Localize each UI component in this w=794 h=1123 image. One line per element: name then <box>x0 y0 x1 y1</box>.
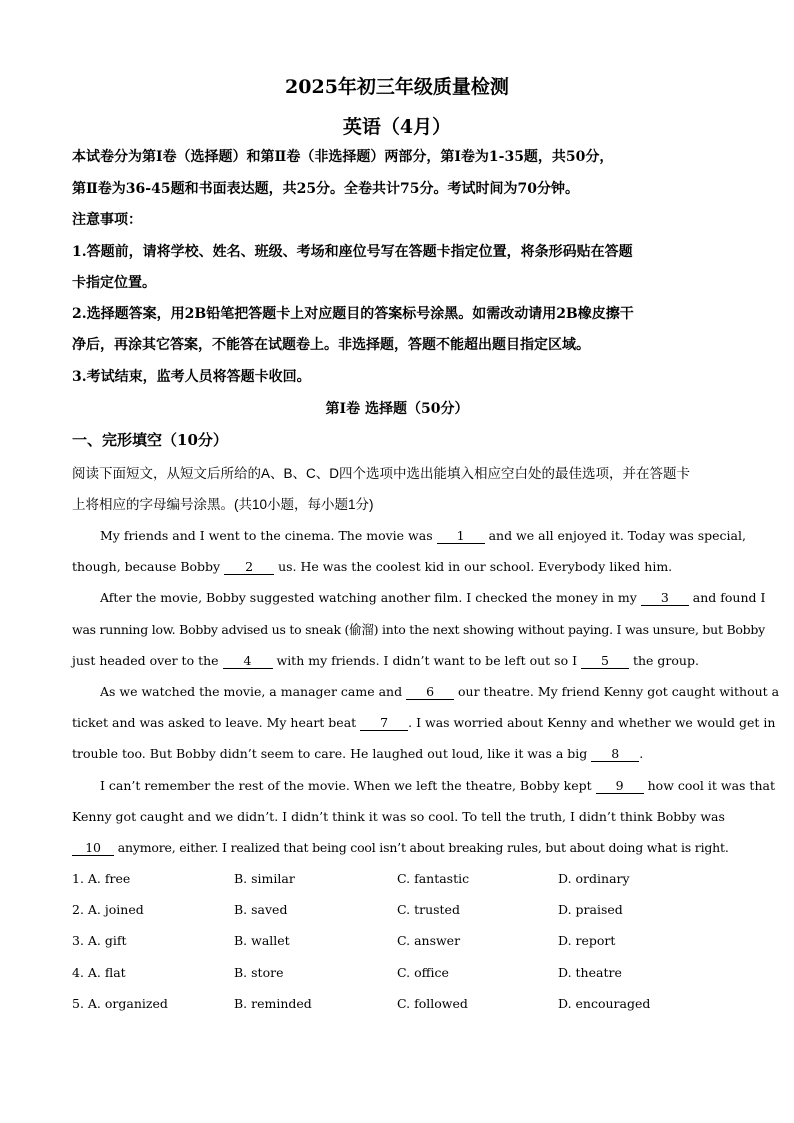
option-d: D. report <box>558 933 616 948</box>
option-c: C. trusted <box>397 902 460 917</box>
blank-2: 2 <box>224 560 274 575</box>
passage-text: As we watched the movie, a manager came and <box>100 684 407 699</box>
note-1-line-1: 1.答题前，请将学校、姓名、班级、考场和座位号写在答题卡指定位置，将条形码贴在答题 <box>72 244 633 260</box>
passage-text: . I was worried about Kenny and whether we would get in <box>408 715 776 730</box>
passage-text: After the movie, Bobby suggested watching another film. I checked the money in my <box>100 590 641 605</box>
note-2-line-1: 2.选择题答案，用2B铅笔把答题卡上对应题目的答案标号涂黑。如需改动请用2B橡皮擦干 <box>72 306 634 322</box>
passage-line <box>72 676 780 707</box>
passage-text: was running low. Bobby advised us to sneak (偷溜) into the next showing without paying. I was unsure, but Bobby <box>72 622 765 637</box>
passage-text: though, because Bobby <box>72 559 225 574</box>
passage-text: ticket and was asked to leave. My heart beat <box>72 715 361 730</box>
intro-line-1: 本试卷分为第Ⅰ卷（选择题）和第Ⅱ卷（非选择题）两部分，第Ⅰ卷为1-35题，共50分， <box>72 149 614 165</box>
option-b: B. similar <box>234 871 295 886</box>
option-c: C. office <box>397 965 449 980</box>
passage-text: the group. <box>628 653 699 668</box>
instruction-line-2: 上将相应的字母编号涂黑。(共10小题，每小题1分) <box>72 497 374 512</box>
exam-subtitle: 英语（4月） <box>342 116 452 138</box>
option-b: B. reminded <box>234 996 312 1011</box>
passage-line <box>72 707 776 738</box>
blank-3: 3 <box>641 591 689 606</box>
question-row <box>72 863 732 894</box>
option-c: C. answer <box>397 933 461 948</box>
option-d: D. ordinary <box>558 871 630 886</box>
exam-title: 2025年初三年级质量检测 <box>285 76 509 98</box>
passage-line <box>72 770 775 801</box>
passage-line <box>72 801 732 832</box>
notice-heading: 注意事项： <box>72 212 142 228</box>
option-b: B. store <box>234 965 284 980</box>
option-d: D. theatre <box>558 965 622 980</box>
passage-text: with my friends. I didn’t want to be left out so I <box>272 653 581 668</box>
blank-7: 7 <box>360 716 408 731</box>
blank-6: 6 <box>406 685 454 700</box>
option-d: D. encouraged <box>558 996 651 1011</box>
passage-line <box>72 738 732 769</box>
note-1-line-2: 卡指定位置。 <box>72 275 156 291</box>
blank-9: 9 <box>596 779 644 794</box>
question-row <box>72 894 732 925</box>
note-2-line-2: 净后，再涂其它答案，不能答在试题卷上。非选择题，答题不能超出题目指定区域。 <box>72 337 590 353</box>
passage-text: trouble too. But Bobby didn’t seem to care. He laughed out loud, like it was a big <box>72 746 592 761</box>
passage-text: how cool it was that <box>643 778 775 793</box>
option-a: 2. A. joined <box>72 902 144 917</box>
option-a: 5. A. organized <box>72 996 168 1011</box>
passage-text: our theatre. My friend Kenny got caught without a <box>454 684 780 699</box>
passage-line <box>72 582 766 613</box>
question-row <box>72 988 732 1019</box>
question-row <box>72 957 732 988</box>
question-row <box>72 925 732 956</box>
passage-text: My friends and I went to the cinema. The movie was <box>100 528 437 543</box>
passage-line <box>72 614 765 645</box>
passage-text: and found I <box>688 590 766 605</box>
blank-4: 4 <box>223 654 273 669</box>
part-heading: 一、完形填空（10分） <box>72 431 228 449</box>
passage-text: I can’t remember the rest of the movie. When we left the theatre, Bobby kept <box>100 778 596 793</box>
passage-line <box>72 551 732 582</box>
blank-8: 8 <box>591 747 639 762</box>
option-b: B. wallet <box>234 933 290 948</box>
passage-text: Kenny got caught and we didn’t. I didn’t think it was so cool. To tell the truth, I didn’t think Bobby was <box>72 809 725 824</box>
passage-text: and we all enjoyed it. Today was special, <box>484 528 746 543</box>
option-c: C. fantastic <box>397 871 470 886</box>
blank-1: 1 <box>437 529 485 544</box>
option-c: C. followed <box>397 996 468 1011</box>
blank-10: 10 <box>72 841 114 856</box>
passage-text: just headed over to the <box>72 653 223 668</box>
option-b: B. saved <box>234 902 288 917</box>
option-a: 1. A. free <box>72 871 131 886</box>
passage-line <box>72 520 760 551</box>
option-d: D. praised <box>558 902 623 917</box>
option-a: 3. A. gift <box>72 933 127 948</box>
intro-line-2: 第Ⅱ卷为36-45题和书面表达题，共25分。全卷共计75分。考试时间为70分钟。 <box>72 181 580 197</box>
option-a: 4. A. flat <box>72 965 126 980</box>
instruction-line-1: 阅读下面短文，从短文后所给的A、B、C、D四个选项中选出能填入相应空白处的最佳选项，并在答题卡 <box>72 466 691 481</box>
passage-text: . <box>639 746 644 761</box>
passage-text: anymore, either. I realized that being cool isn’t about breaking rules, but about doing what is right. <box>114 840 729 855</box>
section-heading: 第Ⅰ卷 选择题（50分） <box>325 401 469 417</box>
passage-text: us. He was the coolest kid in our school. Everybody liked him. <box>274 559 673 574</box>
passage-line <box>72 832 732 863</box>
blank-5: 5 <box>581 654 629 669</box>
note-3: 3.考试结束，监考人员将答题卡收回。 <box>72 369 311 385</box>
passage-line <box>72 645 732 676</box>
